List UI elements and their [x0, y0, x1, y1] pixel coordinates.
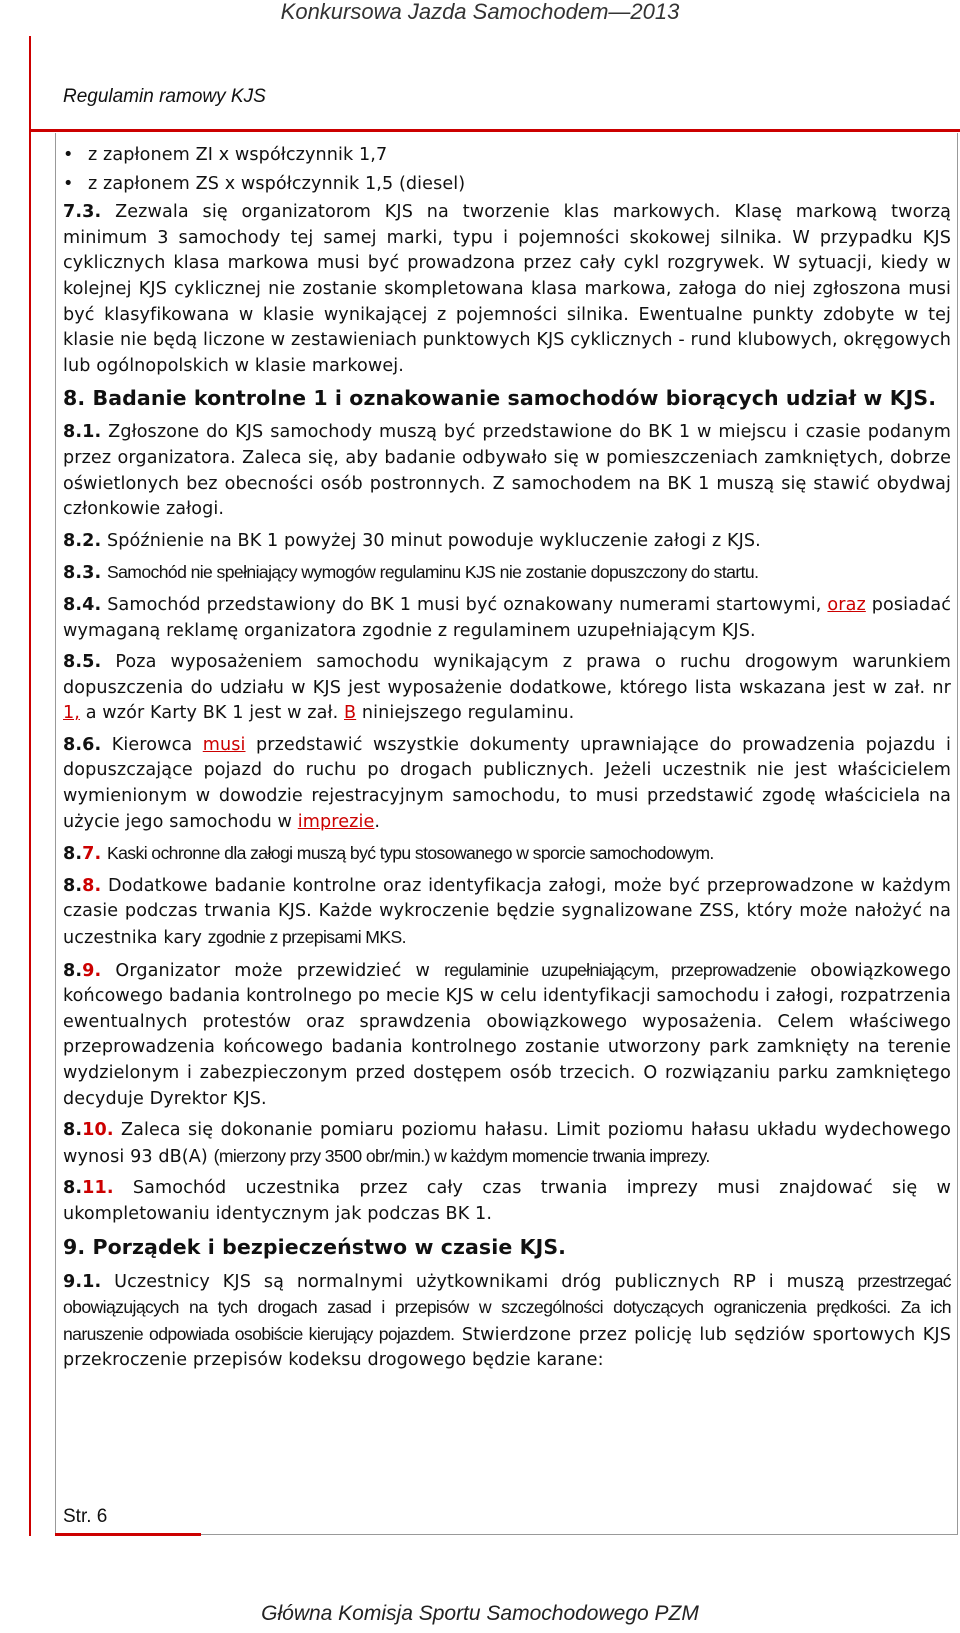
paragraph-text: Spóźnienie na BK 1 powyżej 30 minut powoduje wykluczenie załogi z KJS. — [106, 530, 761, 551]
paragraph-text: W przypadku KJS cyklicznych klasa markowa musi być prowadzona przez cały cykl rozgrywek. — [63, 227, 951, 274]
paragraph-number: 8. — [63, 844, 83, 865]
paragraph-number: 8.4. — [63, 594, 102, 615]
paragraph-text: Kierowca — [111, 734, 193, 755]
document-body — [63, 143, 951, 1380]
paragraph-text: Uczestnicy KJS są normalnymi użytkownikami dróg publicznych RP i muszą — [114, 1271, 845, 1292]
paragraph-text: Samochód przedstawiony do BK 1 musi być oznakowany numerami startowymi, — [107, 594, 822, 615]
document-subtitle: Regulamin ramowy KJS — [63, 86, 266, 107]
paragraph-text: Z samochodem na BK 1 muszą się stawić obydwaj członkowie załogi. — [63, 473, 951, 520]
paragraph-text: Kaski ochronne dla załogi muszą być typu stosowanego w sporcie samochodowym. — [106, 843, 714, 864]
attachment-link[interactable]: 1, — [63, 703, 80, 724]
paragraph-text: Zgłoszone do KJS samochody muszą być przedstawione do BK 1 w miejscu i czasie podanym przez organizatora. — [63, 422, 951, 468]
paragraph-number-changed: 11. — [82, 1178, 114, 1199]
paragraph-number-changed: 7. — [82, 844, 102, 865]
paragraph-number-changed: 9. — [82, 960, 102, 981]
paragraph-7-3 — [63, 200, 951, 379]
paragraph-number: 8.3. — [63, 563, 102, 584]
paragraph-text: przestrzegać obowiązujących na tych drogach zasad i przepisów w szczególności dotyczących ograniczenia prędkości. Za ich naruszenie odpowiada osobiście kierujący pojazdem. — [63, 1270, 951, 1344]
paragraph-8-8 — [63, 874, 951, 952]
paragraph-text: Zaleca się, aby badanie odbywało się w pomieszczeniach zamkniętych, dobrze oświetlonych bez obecności osób postronnych. — [63, 447, 951, 494]
paragraph-text: Poza wyposażeniem samochodu wynikającym z prawa o ruchu drogowym warunkiem dopuszczenia do udziału w KJS jest wyposażenie dodatkowe, którego lista wskazana jest w zał. nr — [63, 652, 951, 698]
paragraph-8-10 — [63, 1118, 951, 1170]
paragraph-text: (mierzony przy 3500 obr/min.) w każdym momencie trwania imprezy. — [213, 1145, 710, 1166]
paragraph-number: 8.6. — [63, 734, 102, 755]
paragraph-text: przedstawić wszystkie dokumenty uprawniające do prowadzenia pojazdu i dopuszczające pojazd do ruchu po drogach publicznych. Jeżeli uczestnik nie jest właścicielem wymienionym w dowodzie rejestracyjnym samochodu, to musi przedstawić zgodę właściciela na użycie jego samochodu w — [63, 734, 951, 832]
paragraph-text: regulaminie uzupełniającym, przeprowadzenie — [444, 959, 797, 980]
page-number: Str. 6 — [63, 1506, 108, 1527]
left-margin-rule — [29, 36, 31, 1536]
paragraph-text: . — [374, 811, 381, 832]
paragraph-text: obowiązkowego końcowego badania kontrolnego po mecie KJS w celu identyfikacji samochodu i załogi, rozpatrzenia ewentualnych protestów oraz sprawdzenia obowiązkowego wyposażenia. Celem właściwego przeprowadzenia końcowego badania kontrolnego zostanie utworzony park zamknięty na terenie wydzielonym i zabezpieczonym przed dostępem osób trzecich. O rozwiązaniu parku zamkniętego decyduje Dyrektor KJS. — [63, 960, 951, 1109]
paragraph-text: a wzór Karty BK 1 jest w zał. — [85, 703, 339, 724]
paragraph-text: Dodatkowe badanie kontrolne oraz identyfikacja załogi, może być przeprowadzone w każdym czasie podczas trwania KJS. Każde wykroczenie będzie sygnalizowane ZSS, który może nałożyć na uczestnika kary — [63, 875, 951, 949]
section-heading-8: 8. Badanie kontrolne 1 i oznakowanie samochodów biorących udział w KJS. — [63, 386, 937, 411]
paragraph-text: Samochód nie spełniający wymogów regulaminu KJS nie zostanie dopuszczony do startu. — [106, 562, 759, 583]
paragraph-text: W sytuacji, kiedy w kolejnej KJS cyklicznej nie zostanie skompletowana klasa markowa, załoga do niej zgłoszona musi być klasyfikowana w klasie wynikającej z pojemności silnika. — [63, 253, 951, 325]
paragraph-number: 8.2. — [63, 530, 102, 551]
paragraph-8-2 — [63, 529, 951, 555]
paragraph-number-changed: 8. — [82, 875, 102, 896]
list-item: • z zapłonem ZS x współczynnik 1,5 (diesel) — [63, 172, 951, 198]
paragraph-text: Ewentualne punkty zdobyte w tej klasie nie będą liczone w zestawieniach punktowych KJS cyklicznych - rund klubowych, okręgowych lub ogólnopolskich w klasie markowej. — [63, 304, 951, 376]
section-heading-9: 9. Porządek i bezpieczeństwo w czasie KJS. — [63, 1234, 567, 1259]
paragraph-number: 8. — [63, 1120, 83, 1141]
attachment-link[interactable]: B — [344, 703, 357, 724]
paragraph-number: 8.1. — [63, 422, 102, 443]
header-rule — [29, 129, 960, 132]
paragraph-number: 7.3. — [63, 202, 102, 223]
document-footer: Główna Komisja Sportu Samochodowego PZM — [261, 1602, 699, 1625]
paragraph-text: posiadać wymaganą reklamę organizatora zgodnie z regulaminem uzupełniającym KJS. — [63, 594, 951, 641]
paragraph-text: Samochód uczestnika przez cały czas trwania imprezy musi znajdować się w ukompletowaniu identycznym jak podczas BK 1. — [63, 1178, 952, 1224]
paragraph-text: zgodnie z przepisami MKS. — [207, 927, 406, 948]
document-header-title: Konkursowa Jazda Samochodem—2013 — [280, 0, 680, 24]
paragraph-text: Stwierdzone przez policję lub sędziów sportowych KJS przekroczenie przepisów kodeksu drogowego będzie karane: — [63, 1324, 951, 1371]
tracked-change-link[interactable]: oraz — [827, 594, 866, 615]
tracked-change-link[interactable]: musi — [202, 734, 246, 755]
paragraph-8-9 — [63, 958, 951, 1113]
paragraph-8-5 — [63, 650, 951, 727]
paragraph-8-4 — [63, 593, 951, 644]
paragraph-text: Zezwala się organizatorom KJS na tworzenie klas markowych. Klasę markową tworzą minimum 3 samochody tej samej marki, typu i pojemności skokowej silnika. — [63, 202, 951, 248]
paragraph-text: Organizator może przewidzieć w — [115, 960, 431, 981]
paragraph-number: 8. — [63, 875, 83, 896]
paragraph-8-7 — [63, 841, 951, 868]
paragraph-text: Zaleca się dokonanie pomiaru poziomu hałasu. Limit poziomu hałasu układu wydechowego wynosi 93 dB(A) — [63, 1120, 951, 1167]
paragraph-text: niniejszego regulaminu. — [361, 703, 575, 724]
paragraph-number-changed: 10. — [82, 1120, 114, 1141]
paragraph-8-1 — [63, 420, 951, 522]
paragraph-9-1 — [63, 1269, 951, 1374]
paragraph-number: 8.5. — [63, 652, 102, 673]
paragraph-number: 8. — [63, 960, 83, 981]
paragraph-8-11 — [63, 1176, 951, 1227]
paragraph-8-3 — [63, 560, 951, 587]
tracked-change-link[interactable]: imprezie — [297, 811, 375, 832]
paragraph-8-6 — [63, 733, 951, 835]
frame-accent-rule — [55, 1533, 201, 1536]
paragraph-number: 9.1. — [63, 1271, 102, 1292]
list-item: • z zapłonem ZI x współczynnik 1,7 — [63, 143, 951, 169]
paragraph-number: 8. — [63, 1178, 83, 1199]
